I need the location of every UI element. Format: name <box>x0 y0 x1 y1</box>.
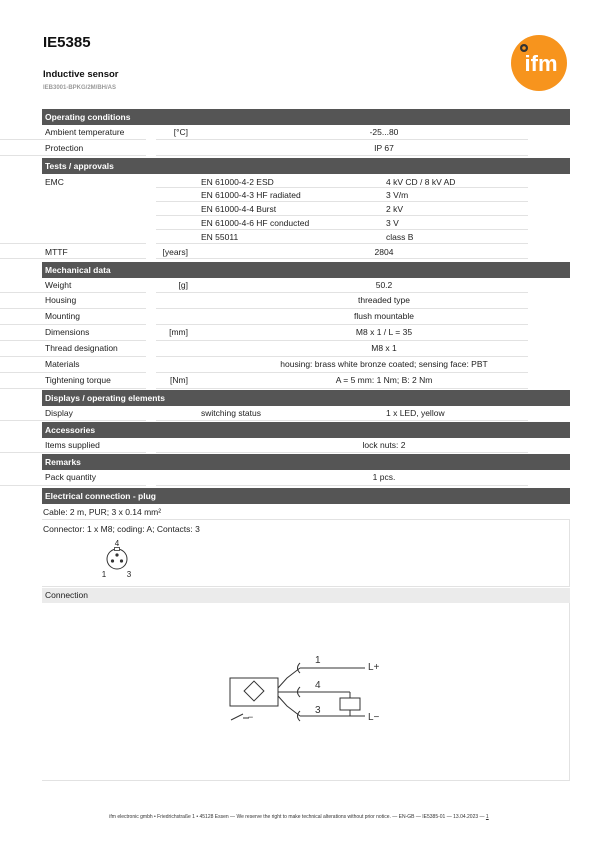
emc-value: class B <box>386 232 414 242</box>
row-label: Thread designation <box>45 343 118 353</box>
l-plus-label: L+ <box>368 662 380 673</box>
pin-label-3: 3 <box>126 570 132 579</box>
wire-label-3: 3 <box>315 705 321 716</box>
row-unit: [°C] <box>173 127 188 137</box>
row-label: Materials <box>45 359 80 369</box>
section-remarks: Remarks <box>42 454 570 470</box>
row-value: flush mountable <box>353 311 414 321</box>
row-value: 2804 <box>374 247 394 257</box>
l-minus-label: L− <box>368 712 380 723</box>
row-label: Weight <box>45 280 72 290</box>
product-subtitle: Inductive sensor <box>43 69 119 80</box>
wire-label-1: 1 <box>315 655 321 666</box>
emc-standard: EN 61000-4-4 Burst <box>201 204 277 214</box>
row-unit: [mm] <box>169 327 188 337</box>
row-label: Ambient temperature <box>45 127 125 137</box>
row-value: lock nuts: 2 <box>362 440 406 450</box>
row-label: MTTF <box>45 247 68 257</box>
row-label: Housing <box>45 295 77 305</box>
row-value: IP 67 <box>374 143 394 153</box>
product-code: IEB3001-BPKG/2M/BH/AS <box>43 85 117 91</box>
row-label: Protection <box>45 143 84 153</box>
row-label: Tightening torque <box>45 375 111 385</box>
emc-value: 3 V <box>386 218 399 228</box>
pin-label-4: 4 <box>114 539 120 548</box>
section-tests-approvals: Tests / approvals <box>42 158 570 174</box>
row-value: M8 x 1 / L = 35 <box>355 327 413 337</box>
section-operating-conditions: Operating conditions <box>42 109 570 125</box>
row-value: -25...80 <box>369 127 399 137</box>
section-accessories: Accessories <box>42 422 570 438</box>
connector-spec: Connector: 1 x M8; coding: A; Contacts: 3 <box>43 524 200 534</box>
connection-header: Connection <box>42 588 570 603</box>
emc-standard: EN 61000-4-6 HF conducted <box>201 218 310 228</box>
pin-label-1: 1 <box>101 570 107 579</box>
page-number: 1 <box>485 814 489 820</box>
row-label: Mounting <box>45 311 80 321</box>
cable-spec: Cable: 2 m, PUR; 3 x 0.14 mm² <box>43 507 162 517</box>
row-label: Pack quantity <box>45 472 97 482</box>
row-label: Display <box>45 408 73 418</box>
row-value: 50.2 <box>375 280 393 290</box>
row-value: 1 x LED, yellow <box>386 408 445 418</box>
emc-value: 4 kV CD / 8 kV AD <box>386 177 456 187</box>
emc-standard: EN 61000-4-3 HF radiated <box>201 190 301 200</box>
section-displays: Displays / operating elements <box>42 390 570 406</box>
footer-text: ifm electronic gmbh • Friedrichstraße 1 • 45128 Essen — We reserve the right to make technical alterations without prior notice. — EN-GB — IE5385-01 — 13.04.2023 — <box>109 814 485 820</box>
row-label: EMC <box>45 177 64 187</box>
connector-pin-diagram <box>98 538 138 580</box>
row-label: Dimensions <box>45 327 90 337</box>
section-electrical-connection: Electrical connection - plug <box>42 488 570 504</box>
page-footer <box>0 814 598 820</box>
page-title: IE5385 <box>43 34 91 51</box>
emc-value: 2 kV <box>386 204 404 214</box>
row-unit: [years] <box>162 247 188 257</box>
row-value: threaded type <box>358 295 410 305</box>
row-unit: [Nm] <box>170 375 188 385</box>
wiring-diagram <box>225 650 395 730</box>
row-unit: [g] <box>178 280 188 290</box>
logo-text: ifm <box>524 51 558 76</box>
emc-value: 3 V/m <box>386 190 409 200</box>
row-label: Items supplied <box>45 440 100 450</box>
ifm-logo <box>511 35 567 91</box>
wire-label-4: 4 <box>315 680 321 691</box>
row-value: housing: brass white bronze coated; sensing face: PBT <box>280 359 488 369</box>
row-sublabel: switching status <box>201 408 261 418</box>
row-value: A = 5 mm: 1 Nm; B: 2 Nm <box>335 375 433 385</box>
row-value: 1 pcs. <box>372 472 396 482</box>
emc-standard: EN 61000-4-2 ESD <box>201 177 274 187</box>
emc-standard: EN 55011 <box>201 232 239 242</box>
switch-minus-label: − <box>248 712 254 722</box>
row-value: M8 x 1 <box>371 343 397 353</box>
section-mechanical-data: Mechanical data <box>42 262 570 278</box>
